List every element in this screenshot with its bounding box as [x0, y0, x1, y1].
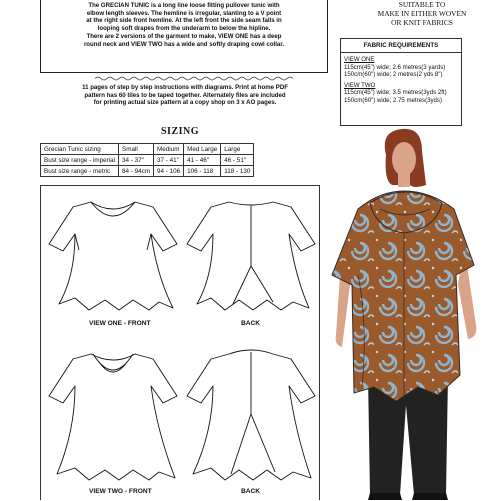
instructions-line: for printing actual size pattern at a copy shop on 3 x AO pages. [93, 99, 277, 107]
table-cell: Bust size range - metric [41, 166, 119, 177]
description-line: There are 2 versions of the garment to make, VIEW ONE has a deep [86, 32, 282, 40]
sizing-title: SIZING [160, 126, 199, 137]
table-header-cell: Med Large [184, 144, 221, 155]
fabric-line: 115cm(45") wide; 3.5 metres(3yds 2ft) [344, 89, 447, 97]
model-illustration [318, 125, 500, 500]
description-line: at the right side front hemline. At the left front the side seam falls in [86, 17, 282, 25]
table-row [41, 166, 254, 177]
view-two-back-label: BACK [241, 488, 261, 495]
fabric-requirements-box [340, 38, 462, 126]
fabric-view-two-label: VIEW TWO [344, 81, 376, 89]
instructions-text [40, 84, 330, 107]
table-cell: 84 - 94cm [119, 166, 154, 177]
fabric-view-one [341, 53, 461, 79]
face [392, 142, 416, 176]
description-line: The GRECIAN TUNIC is a long line loose fitting pullover tunic with [88, 2, 280, 9]
fabric-line: 150cm(60") wide; 2 metres(2 yds 8") [344, 71, 443, 79]
suitable-line: SUITABLE TO [398, 0, 446, 9]
fabric-view-one-label: VIEW ONE [344, 56, 375, 63]
description-box [40, 0, 328, 73]
suitable-fabrics-note [362, 0, 482, 28]
suitable-line: MAKE IN EITHER WOVEN [377, 9, 467, 19]
table-header-cell: Small [119, 144, 154, 155]
suitable-line: OR KNIT FABRICS [391, 18, 453, 28]
view-one-back-label: BACK [241, 320, 261, 327]
table-row [41, 155, 254, 166]
table-header-cell: Grecian Tunic sizing [41, 144, 119, 155]
table-header-row [41, 144, 254, 155]
garment-drawings [41, 186, 321, 501]
view-two-front-drawing [49, 354, 177, 480]
fabric-line: 115cm(45") wide; 2.6 metres(3 yards) [344, 63, 446, 71]
table-cell: 34 - 37" [119, 155, 154, 166]
table-cell: 46 - 51" [221, 155, 254, 166]
table-cell: 118 - 130 [221, 166, 254, 177]
decorative-wave-divider [95, 76, 295, 81]
description-line: looping soft drapes from the underarm to below the hipline. [97, 25, 271, 33]
fabric-view-two [341, 79, 461, 105]
view-one-front-label: VIEW ONE - FRONT [89, 320, 151, 327]
table-cell: 41 - 46" [184, 155, 221, 166]
table-header-cell: Large [221, 144, 254, 155]
table-cell: 94 - 106 [154, 166, 184, 177]
description-line: round neck and VIEW TWO has a wide and softly draping cowl collar. [83, 40, 285, 48]
table-cell: 106 - 118 [184, 166, 221, 177]
view-two-front-label: VIEW TWO - FRONT [89, 488, 152, 495]
technical-drawings-panel [40, 185, 320, 500]
instructions-line: 11 pages of step by step instructions with diagrams. Print at home PDF [82, 84, 288, 91]
table-header-cell: Medium [154, 144, 184, 155]
table-cell: 37 - 41" [154, 155, 184, 166]
description-line: elbow length sleeves. The hemline is irregular, slanting to a V point [86, 9, 282, 17]
fabric-requirements-title: FABRIC REQUIREMENTS [341, 39, 461, 53]
instructions-line: pattern has 60 tiles to be taped together. Alternately files are included [84, 91, 286, 99]
fabric-line: 150cm(60") wide; 2.75 metres(3yds) [344, 96, 443, 104]
table-cell: Bust size range - imperial [41, 155, 119, 166]
sizing-table [40, 143, 254, 177]
view-one-front-drawing [49, 202, 177, 310]
